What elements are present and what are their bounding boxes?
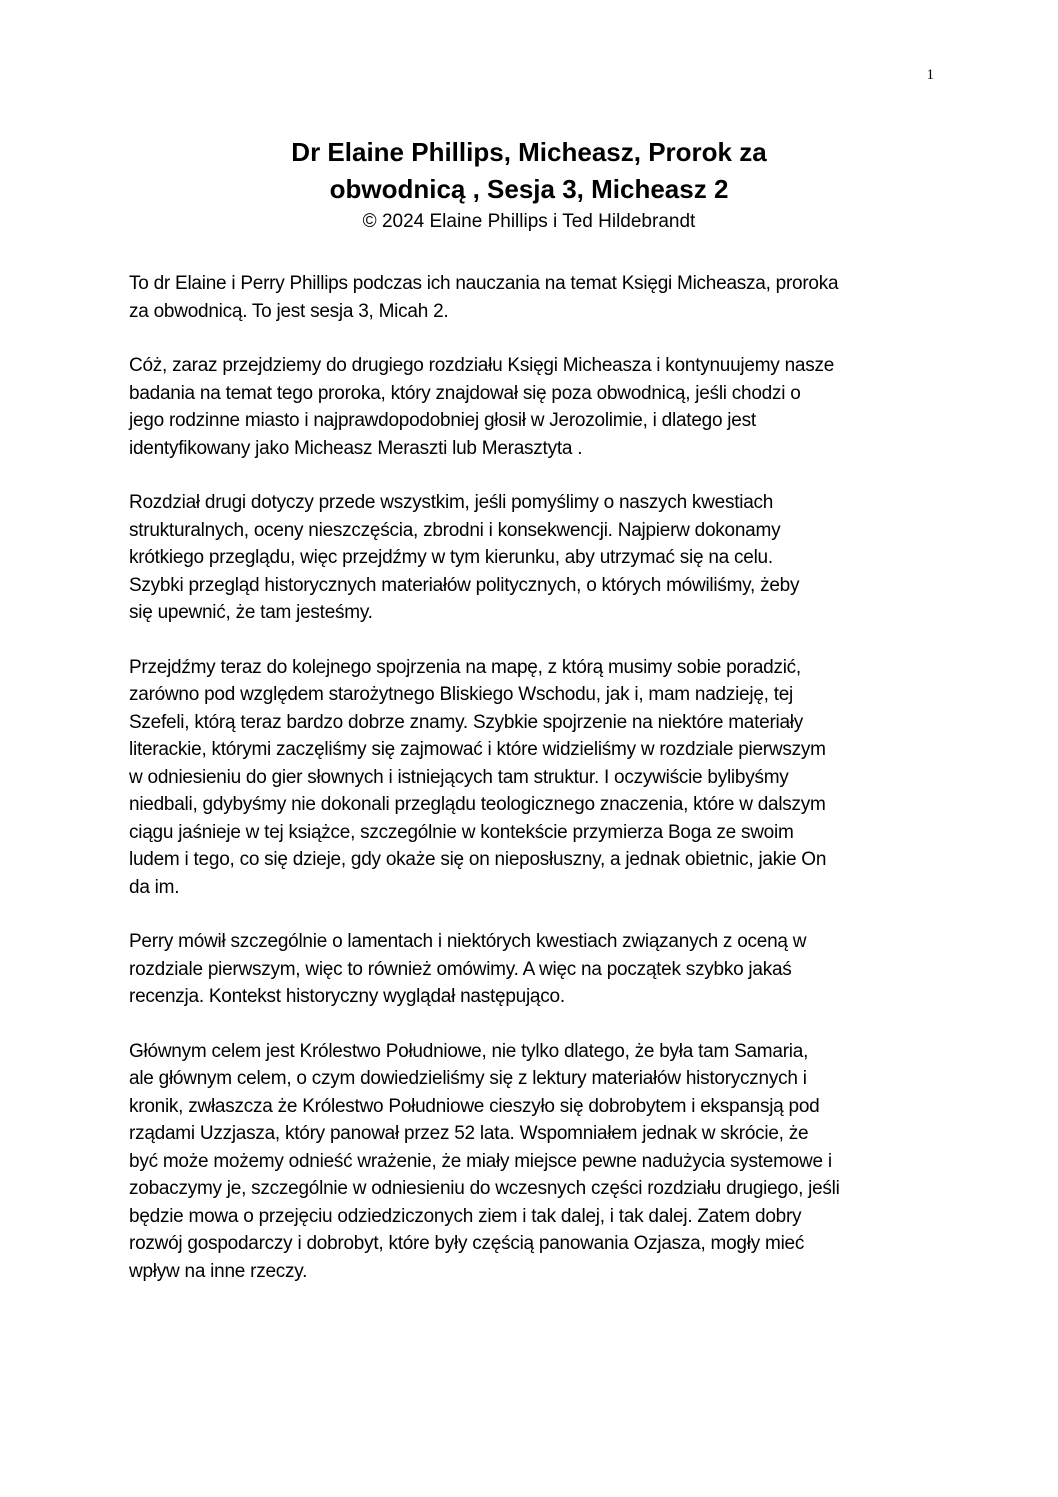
text-line: się upewnić, że tam jesteśmy. <box>129 602 373 623</box>
text-line: literackie, którymi zaczęliśmy się zajmować i które widzieliśmy w rozdziale pierwszym <box>129 739 826 760</box>
copyright-notice: © 2024 Elaine Phillips i Ted Hildebrandt <box>362 211 696 232</box>
text-line: Przejdźmy teraz do kolejnego spojrzenia na mapę, z którą musimy sobie poradzić, <box>129 656 801 678</box>
text-line: będzie mowa o przejęciu odziedziczonych ziem i tak dalej, i tak dalej. Zatem dobry <box>129 1205 802 1227</box>
title-line: obwodnicą , Sesja 3, Micheasz 2 <box>329 174 729 204</box>
text-line: To dr Elaine i Perry Phillips podczas ich nauczania na temat Księgi Micheasza, proroka <box>129 273 839 294</box>
text-line: rozdziale pierwszym, więc to również omówimy. A więc na początek szybko jakaś <box>129 958 792 980</box>
paragraph <box>129 928 937 1011</box>
text-line: za obwodnicą. To jest sesja 3, Micah 2. <box>129 300 449 322</box>
text-line: jego rodzinne miasto i najprawdopodobniej głosił w Jerozolimie, i dlatego jest <box>129 410 756 431</box>
text-line: Głównym celem jest Królestwo Południowe, nie tylko dlatego, że była tam Samaria, <box>129 1040 809 1062</box>
document-body <box>129 270 937 1312</box>
text-line: ciągu jaśnieje w tej książce, szczególnie w kontekście przymierza Boga ze swoim <box>129 821 794 843</box>
text-line: kronik, zwłaszcza że Królestwo Południowe cieszyło się dobrobytem i ekspansją pod <box>129 1095 820 1117</box>
text-line: wpływ na inne rzeczy. <box>129 1260 308 1282</box>
paragraph-intro <box>129 270 937 325</box>
text-line: niedbali, gdybyśmy nie dokonali przeglądu teologicznego znaczenia, które w dalszym <box>129 794 826 815</box>
text-line: ludem i tego, co się dzieje, gdy okaże się on nieposłuszny, a jednak obietnic, jakie On <box>129 849 827 870</box>
text-line: ale głównym celem, o czym dowiedzieliśmy się z lektury materiałów historycznych i <box>129 1068 807 1089</box>
title-line: Dr Elaine Phillips, Micheasz, Prorok za <box>291 137 767 167</box>
text-line: strukturalnych, oceny nieszczęścia, zbrodni i konsekwencji. Najpierw dokonamy <box>129 519 781 541</box>
text-line: Szybki przegląd historycznych materiałów politycznych, o których mówiliśmy, żeby <box>129 574 800 596</box>
text-line: rządami Uzzjasza, który panował przez 52 lata. Wspomniałem jednak w skrócie, że <box>129 1123 809 1144</box>
paragraph <box>129 352 937 462</box>
page-number: 1 <box>926 67 934 83</box>
document-title <box>130 134 928 208</box>
text-line: rozwój gospodarczy i dobrobyt, które były częścią panowania Ozjasza, mogły mieć <box>129 1233 805 1254</box>
text-line: recenzja. Kontekst historyczny wyglądał następująco. <box>129 986 565 1007</box>
paragraph <box>129 1038 937 1286</box>
text-line: Rozdział drugi dotyczy przede wszystkim, jeśli pomyślimy o naszych kwestiach <box>129 492 774 513</box>
text-line: badania na temat tego proroka, który znajdował się poza obwodnicą, jeśli chodzi o <box>129 382 801 404</box>
text-line: Perry mówił szczególnie o lamentach i niektórych kwestiach związanych z oceną w <box>129 931 807 952</box>
text-line: krótkiego przeglądu, więc przejdźmy w tym kierunku, aby utrzymać się na celu. <box>129 547 773 568</box>
text-line: w odniesieniu do gier słownych i istniejących tam struktur. I oczywiście bylibyśmy <box>129 766 789 788</box>
text-line: identyfikowany jako Micheasz Meraszti lub Merasztyta . <box>129 437 583 459</box>
document-header <box>130 134 928 235</box>
text-line: być może możemy odnieść wrażenie, że miały miejsce pewne nadużycia systemowe i <box>129 1150 832 1172</box>
paragraph <box>129 489 937 627</box>
paragraph <box>129 654 937 902</box>
text-line: da im. <box>129 876 180 898</box>
text-line: Szefeli, którą teraz bardzo dobrze znamy. Szybkie spojrzenie na niektóre materiały <box>129 711 804 733</box>
text-line: Cóż, zaraz przejdziemy do drugiego rozdziału Księgi Micheasza i kontynuujemy nasze <box>129 355 835 376</box>
text-line: zarówno pod względem starożytnego Bliskiego Wschodu, jak i, mam nadzieję, tej <box>129 684 794 705</box>
text-line: zobaczymy je, szczególnie w odniesieniu do wczesnych części rozdziału drugiego, jeśli <box>129 1178 840 1199</box>
